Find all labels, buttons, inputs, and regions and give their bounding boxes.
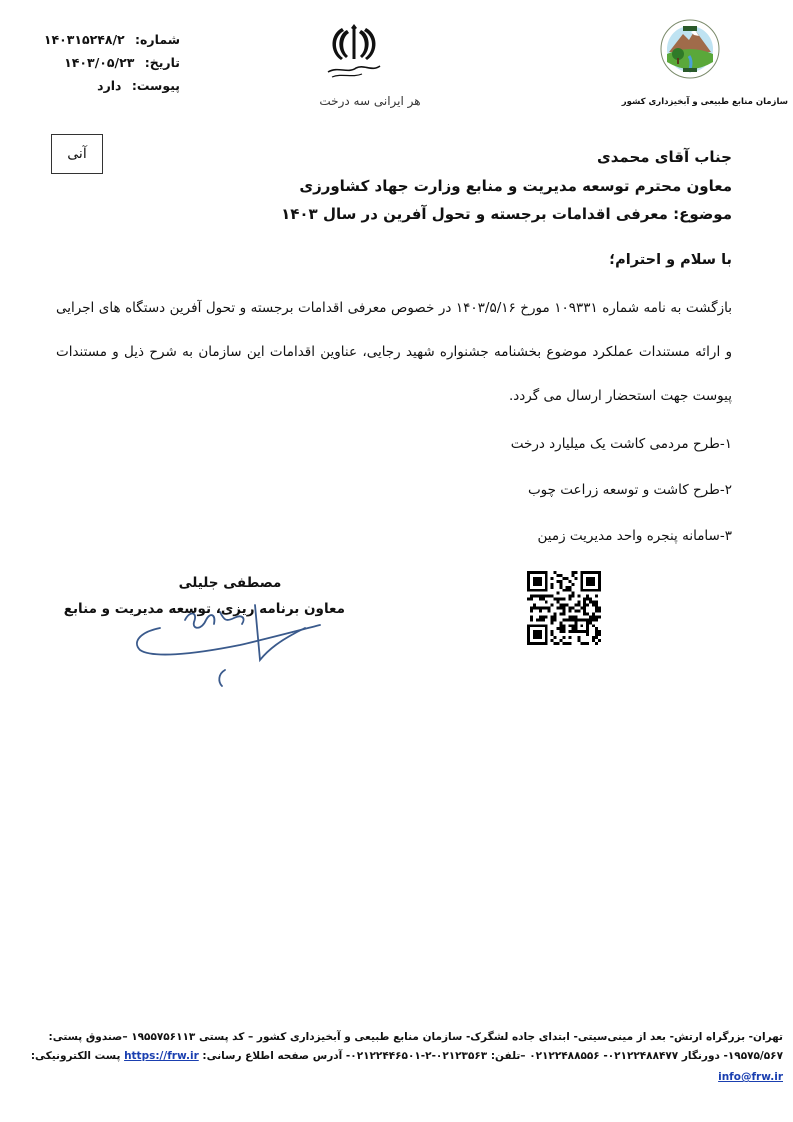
date-value: ۱۴۰۳/۰۵/۲۳ (64, 55, 135, 70)
qr-module (583, 604, 586, 607)
qr-module (592, 618, 595, 621)
qr-module (563, 589, 566, 592)
qr-module (551, 604, 554, 607)
qr-module (574, 571, 577, 574)
qr-module (542, 595, 545, 598)
qr-module (560, 607, 563, 610)
qr-module (551, 595, 554, 598)
qr-module (542, 607, 545, 610)
qr-module (595, 607, 598, 610)
qr-module (557, 642, 560, 645)
qr-module (551, 583, 554, 586)
qr-module (577, 639, 580, 642)
letter-date (40, 51, 180, 74)
signatory-name: مصطفی جلیلی (178, 575, 282, 591)
qr-module (568, 615, 571, 618)
attachment-value: دارد (97, 78, 122, 93)
qr-module (551, 633, 554, 636)
qr-module (574, 615, 577, 618)
qr-module (574, 577, 577, 580)
qr-module (539, 595, 542, 598)
email-label: پست الکترونیکی: (30, 1050, 121, 1062)
qr-module (565, 618, 568, 621)
qr-module (539, 607, 542, 610)
list-item: ۳-سامانه پنجره واحد مدیریت زمین (537, 528, 732, 544)
qr-module (560, 627, 563, 630)
qr-module (565, 642, 568, 645)
qr-module (530, 618, 533, 621)
qr-module (542, 598, 545, 601)
qr-module (571, 595, 574, 598)
qr-module (533, 630, 542, 639)
qr-module (560, 624, 563, 627)
qr-module (595, 604, 598, 607)
website-link[interactable]: https://frw.ir (124, 1050, 199, 1062)
qr-module (580, 607, 583, 610)
priority-label: آنی (67, 146, 87, 162)
qr-module (595, 601, 598, 604)
qr-module (571, 624, 574, 627)
qr-module (595, 609, 598, 612)
qr-module (592, 615, 595, 618)
qr-module (577, 604, 580, 607)
footer-address: تهران- بزرگراه ارتش- بعد از مینی‌سیتی- ابتدای جاده لشگرک- سازمان منابع طبیعی و آبخیزداری کشور – کد پستی ۱۹۵۵۷۵۶۱۱۳ –صندوق پستی: (48, 1031, 783, 1043)
qr-module (563, 604, 566, 607)
qr-module (542, 615, 545, 618)
qr-module (565, 586, 568, 589)
qr-module (598, 633, 601, 636)
qr-module (598, 630, 601, 633)
qr-module (589, 615, 592, 618)
letter-body: بازگشت به نامه شماره ۱۰۹۳۳۱ مورخ ۱۴۰۳/۵/۱۶ در خصوص معرفی اقدامات برجسته و تحول آفرین دستگاه های اجرایی و ارائه مستندات عملکرد موضوع بخشنامه جشنواره شهید رجایی، عناوین اقدامات این سازمان به شرح ذیل و مستندات پیوست جهت استحضار ارسال می گردد. (56, 300, 732, 404)
qr-module (595, 642, 598, 645)
qr-module (592, 601, 595, 604)
qr-module (568, 607, 571, 610)
organization-name: سازمان منابع طبیعی و آبخیزداری کشور (621, 97, 788, 107)
qr-module (527, 598, 530, 601)
qr-module (583, 609, 586, 612)
qr-module (586, 604, 589, 607)
qr-module (560, 586, 563, 589)
qr-module (580, 642, 583, 645)
footer-phones: ۱۹۵۷۵/۵۶۷- دورنگار ۰۲۱۲۲۴۸۸۴۷۷- ۰۲۱۲۲۴۸۸۵۵۶ –تلفن: ۰۲۱۲۳۵۶۳-۲-۰۲۱۲۲۴۴۶۵۰۱- آدرس صفحه اطلاع رسانی: (202, 1050, 783, 1062)
signatory-title: معاون برنامه ریزی، توسعه مدیریت و منابع (63, 601, 345, 617)
qr-module (583, 601, 586, 604)
qr-module (533, 607, 536, 610)
qr-module (557, 592, 560, 595)
qr-module (565, 589, 568, 592)
qr-module (545, 615, 548, 618)
qr-module (595, 627, 598, 630)
qr-module (568, 618, 571, 621)
qr-module (595, 633, 598, 636)
list-item: ۱-طرح مردمی کاشت یک میلیارد درخت (510, 436, 732, 452)
qr-module (577, 601, 580, 604)
qr-module (598, 609, 601, 612)
qr-module (560, 583, 563, 586)
qr-module (592, 612, 595, 615)
qr-module (563, 636, 566, 639)
qr-module (586, 577, 595, 586)
qr-module (554, 598, 557, 601)
qr-module (571, 627, 574, 630)
qr-module (551, 630, 554, 633)
slogan: هر ایرانی سه درخت (319, 94, 421, 108)
qr-module (589, 618, 592, 621)
qr-module (551, 615, 554, 618)
qr-module (560, 574, 563, 577)
qr-module (583, 642, 586, 645)
qr-module (589, 601, 592, 604)
qr-module (583, 598, 586, 601)
qr-module (592, 624, 595, 627)
qr-module (577, 636, 580, 639)
qr-module (530, 595, 533, 598)
letter-subject: موضوع: معرفی اقدامات برجسته و تحول آفرین در سال ۱۴۰۳ (281, 205, 732, 223)
qr-module (563, 642, 566, 645)
qr-module (554, 612, 557, 615)
qr-module (563, 577, 566, 580)
qr-module (536, 607, 539, 610)
qr-module (571, 607, 574, 610)
qr-module (568, 598, 571, 601)
letter-meta (40, 28, 180, 97)
qr-module (598, 615, 601, 618)
qr-module (595, 595, 598, 598)
qr-module (560, 612, 563, 615)
qr-module (551, 586, 554, 589)
qr-module (568, 624, 571, 627)
qr-module (554, 618, 557, 621)
qr-module (530, 607, 533, 610)
recipient-name: جناب آقای محمدی (597, 148, 732, 166)
priority-badge (51, 134, 103, 174)
qr-module (536, 595, 539, 598)
qr-module (533, 595, 536, 598)
qr-module (539, 598, 542, 601)
qr-module (568, 630, 571, 633)
qr-module (539, 618, 542, 621)
qr-module (589, 621, 592, 624)
qr-module (533, 577, 542, 586)
qr-module (545, 607, 548, 610)
qr-module (595, 636, 598, 639)
qr-module (557, 580, 560, 583)
qr-module (586, 642, 589, 645)
qr-module (563, 598, 566, 601)
greeting: با سلام و احترام؛ (609, 252, 732, 268)
qr-module (563, 607, 566, 610)
qr-module (595, 618, 598, 621)
qr-module (568, 642, 571, 645)
qr-module (560, 621, 563, 624)
date-label: تاریخ: (144, 55, 180, 70)
qr-module (571, 592, 574, 595)
qr-module (548, 609, 551, 612)
qr-module (592, 636, 595, 639)
qr-module (563, 627, 566, 630)
footer-contact (23, 1046, 783, 1066)
qr-module (560, 630, 563, 633)
qr-module (571, 571, 574, 574)
qr-module (598, 639, 601, 642)
qr-module (586, 595, 589, 598)
qr-module (568, 595, 571, 598)
qr-module (563, 618, 566, 621)
qr-module (563, 609, 566, 612)
qr-module (557, 627, 560, 630)
footer-email (23, 1067, 783, 1087)
qr-module (583, 607, 586, 610)
qr-module (560, 639, 563, 642)
qr-module (568, 636, 571, 639)
iran-emblem-logo (318, 20, 390, 84)
qr-module (536, 618, 539, 621)
qr-module (583, 612, 586, 615)
qr-module (554, 615, 557, 618)
qr-module (557, 607, 560, 610)
qr-module (574, 604, 577, 607)
qr-module (568, 580, 571, 583)
qr-module (530, 598, 533, 601)
qr-module (586, 633, 589, 636)
qr-module (560, 580, 563, 583)
qr-module (545, 601, 548, 604)
email-link[interactable]: info@frw.ir (718, 1071, 783, 1083)
attachment-label: پیوست: (131, 78, 180, 93)
qr-module (577, 609, 580, 612)
qr-module (574, 609, 577, 612)
qr-module (571, 615, 574, 618)
number-value: ۱۴۰۳۱۵۲۴۸/۲ (43, 32, 125, 47)
qr-module (598, 607, 601, 610)
organization-logo (659, 16, 721, 82)
qr-module (539, 609, 542, 612)
qr-module (533, 604, 536, 607)
qr-module (571, 618, 574, 621)
qr-module (551, 618, 554, 621)
qr-module (565, 577, 568, 580)
qr-module (554, 636, 557, 639)
qr-module (557, 598, 560, 601)
qr-module (557, 601, 560, 604)
qr-module (568, 609, 571, 612)
list-item: ۲-طرح کاشت و توسعه زراعت چوب (527, 482, 732, 498)
qr-module (554, 571, 557, 574)
qr-module (551, 577, 554, 580)
qr-module (568, 589, 571, 592)
qr-module (592, 604, 595, 607)
qr-module (530, 615, 533, 618)
qr-module (571, 583, 574, 586)
qr-module (577, 595, 580, 598)
qr-module (586, 598, 589, 601)
qr-module (563, 612, 566, 615)
qr-code (527, 571, 601, 645)
qr-module (554, 642, 557, 645)
qr-module (560, 604, 563, 607)
qr-module (571, 630, 574, 633)
qr-module (560, 598, 563, 601)
qr-module (580, 624, 583, 627)
qr-module (557, 574, 560, 577)
qr-module (571, 574, 574, 577)
qr-module (595, 615, 598, 618)
qr-module (548, 595, 551, 598)
qr-module (539, 615, 542, 618)
letter-attachment (40, 74, 180, 97)
qr-module (551, 621, 554, 624)
qr-module (595, 630, 598, 633)
qr-module (563, 624, 566, 627)
qr-module (551, 639, 554, 642)
qr-module (542, 618, 545, 621)
recipient-title: معاون محترم توسعه مدیریت و منابع وزارت جهاد کشاورزی (299, 177, 732, 195)
number-label: شماره: (135, 32, 180, 47)
qr-module (548, 607, 551, 610)
qr-module (563, 630, 566, 633)
qr-module (530, 609, 533, 612)
qr-module (545, 595, 548, 598)
qr-module (589, 598, 592, 601)
qr-module (568, 586, 571, 589)
qr-module (565, 604, 568, 607)
letter-number (40, 28, 180, 51)
qr-module (592, 639, 595, 642)
qr-module (586, 612, 589, 615)
